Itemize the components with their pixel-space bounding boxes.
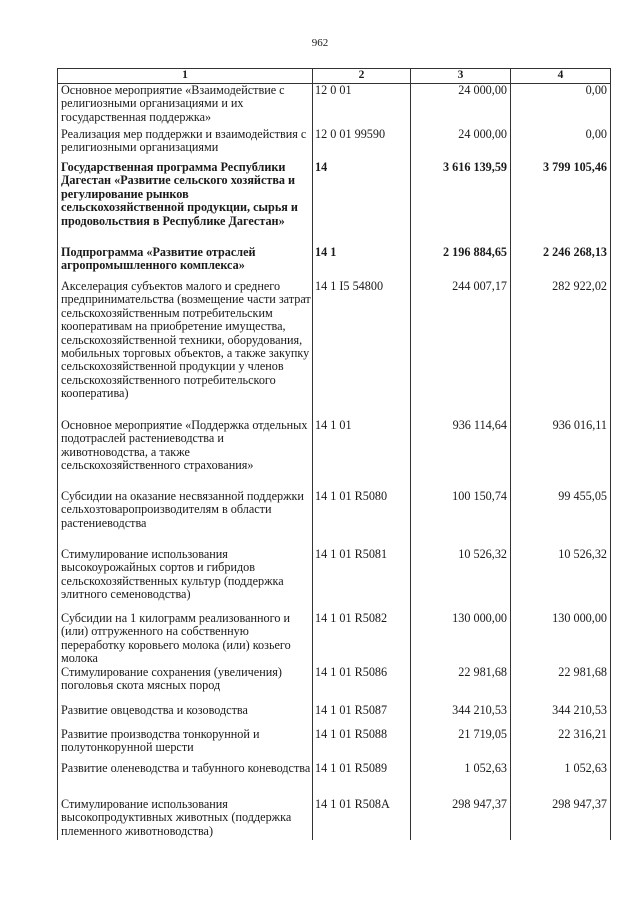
row-code: 12 0 01 99590	[313, 128, 411, 161]
row-code: 14 1 01 R5086	[313, 666, 411, 704]
row-name: Стимулирование использования высокопродуктивных животных (поддержка племенного животноводства)	[58, 798, 313, 840]
row-value-1: 344 210,53	[411, 704, 511, 728]
row-value-1: 936 114,64	[411, 419, 511, 490]
row-value-1: 1 052,63	[411, 762, 511, 798]
header-col-2: 2	[313, 69, 411, 84]
row-value-2: 2 246 268,13	[511, 246, 611, 280]
row-name: Субсидии на оказание несвязанной поддержки сельхозтоваропроизводителям в области растениеводства	[58, 490, 313, 548]
row-name: Основное мероприятие «Взаимодействие с религиозными организациями и их государственная поддержка»	[58, 84, 313, 129]
row-name: Подпрограмма «Развитие отраслей агропромышленного комплекса»	[58, 246, 313, 280]
row-value-1: 2 196 884,65	[411, 246, 511, 280]
table-row	[58, 666, 611, 704]
row-value-2: 936 016,11	[511, 419, 611, 490]
row-value-2: 22 981,68	[511, 666, 611, 704]
table-row	[58, 548, 611, 612]
row-code: 14	[313, 161, 411, 246]
row-value-2: 282 922,02	[511, 280, 611, 419]
row-value-1: 130 000,00	[411, 612, 511, 666]
row-name: Государственная программа Республики Дагестан «Развитие сельского хозяйства и регулирование рынков сельскохозяйственной продукции, сырья и продовольствия в Республике Дагестан»	[58, 161, 313, 246]
row-value-2: 0,00	[511, 128, 611, 161]
row-code: 12 0 01	[313, 84, 411, 129]
table-row	[58, 762, 611, 798]
table-row	[58, 84, 611, 129]
row-code: 14 1 01	[313, 419, 411, 490]
row-name: Развитие производства тонкорунной и полутонкорунной шерсти	[58, 728, 313, 762]
table-row	[58, 490, 611, 548]
row-value-2: 10 526,32	[511, 548, 611, 612]
table-row	[58, 419, 611, 490]
row-value-1: 24 000,00	[411, 84, 511, 129]
row-name: Стимулирование использования высокоурожайных сортов и гибридов сельскохозяйственных культур (поддержка элитного семеноводства)	[58, 548, 313, 612]
row-value-2: 3 799 105,46	[511, 161, 611, 246]
row-value-1: 244 007,17	[411, 280, 511, 419]
row-value-2: 130 000,00	[511, 612, 611, 666]
row-code: 14 1 01 R508A	[313, 798, 411, 840]
row-value-2: 344 210,53	[511, 704, 611, 728]
row-name: Субсидии на 1 килограмм реализованного и (или) отгруженного на собственную переработку коровьего молока (или) козьего молока	[58, 612, 313, 666]
table-header-row	[58, 69, 611, 84]
row-value-2: 0,00	[511, 84, 611, 129]
table-row	[58, 728, 611, 762]
row-value-1: 24 000,00	[411, 128, 511, 161]
row-code: 14 1 01 R5087	[313, 704, 411, 728]
row-value-1: 21 719,05	[411, 728, 511, 762]
row-value-1: 10 526,32	[411, 548, 511, 612]
row-code: 14 1 01 R5081	[313, 548, 411, 612]
row-value-2: 298 947,37	[511, 798, 611, 840]
row-code: 14 1 01 R5088	[313, 728, 411, 762]
row-code: 14 1 I5 54800	[313, 280, 411, 419]
header-col-1: 1	[58, 69, 313, 84]
row-code: 14 1 01 R5089	[313, 762, 411, 798]
page-number: 962	[311, 37, 329, 49]
table-row	[58, 280, 611, 419]
row-code: 14 1	[313, 246, 411, 280]
table-row-program	[58, 161, 611, 246]
row-value-1: 298 947,37	[411, 798, 511, 840]
table-row	[58, 128, 611, 161]
table-row	[58, 612, 611, 666]
row-name: Развитие овцеводства и козоводства	[58, 704, 313, 728]
budget-table	[57, 68, 611, 840]
row-value-2: 22 316,21	[511, 728, 611, 762]
row-name: Реализация мер поддержки и взаимодействия с религиозными организациями	[58, 128, 313, 161]
row-value-2: 99 455,05	[511, 490, 611, 548]
header-col-4: 4	[511, 69, 611, 84]
row-name: Стимулирование сохранения (увеличения) поголовья скота мясных пород	[58, 666, 313, 704]
table-row-subprogram	[58, 246, 611, 280]
row-code: 14 1 01 R5080	[313, 490, 411, 548]
row-name: Развитие оленеводства и табунного коневодства	[58, 762, 313, 798]
row-value-1: 22 981,68	[411, 666, 511, 704]
header-col-3: 3	[411, 69, 511, 84]
table-row	[58, 704, 611, 728]
row-value-2: 1 052,63	[511, 762, 611, 798]
row-name: Акселерация субъектов малого и среднего предпринимательства (возмещение части затрат сельскохозяйственным потребительским кооперативам на приобретение имущества, сельскохозяйственной техники, оборудования, мобильных торговых объектов, а также закупку сельскохозяйственной продукции у членов сельскохозяйственного потребительского кооператива)	[58, 280, 313, 419]
row-value-1: 100 150,74	[411, 490, 511, 548]
table-row	[58, 798, 611, 840]
row-value-1: 3 616 139,59	[411, 161, 511, 246]
row-code: 14 1 01 R5082	[313, 612, 411, 666]
row-name: Основное мероприятие «Поддержка отдельных подотраслей растениеводства и животноводства, а также сельскохозяйственного страхования»	[58, 419, 313, 490]
